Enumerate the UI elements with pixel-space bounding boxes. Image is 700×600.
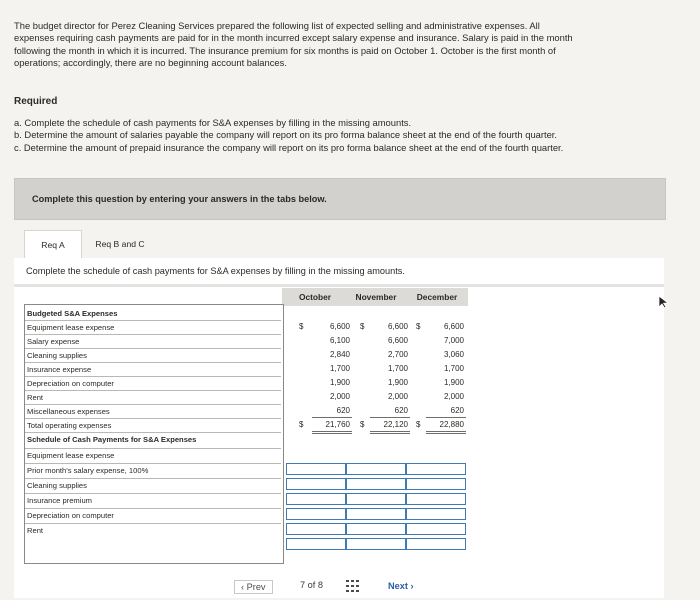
value-cell: 1,900	[387, 378, 408, 387]
input-nov-cleaning-supplies[interactable]	[346, 493, 406, 505]
column-header-october: October	[292, 288, 338, 306]
subtotal-underline	[312, 417, 352, 418]
input-nov-depreciation[interactable]	[346, 523, 406, 535]
page-indicator: 7 of 8	[300, 580, 323, 590]
value-cell: 2,840	[329, 350, 350, 359]
input-dec-cleaning-supplies[interactable]	[406, 493, 466, 505]
value-cell: 3,060	[443, 350, 464, 359]
chevron-left-icon: ‹	[241, 582, 247, 592]
input-nov-prior-salary[interactable]	[346, 478, 406, 490]
intro-line: following the month in which it is incurred. The insurance premium for six months is paid on October 1. October is the first month of	[14, 44, 556, 56]
banner-text: Complete this question by entering your answers in the tabs below.	[32, 194, 327, 204]
row-label: Miscellaneous expenses	[27, 407, 110, 416]
row-label: Depreciation on computer	[27, 511, 114, 520]
intro-line: operations; accordingly, there are no beginning account balances.	[14, 57, 287, 69]
dollar-sign: $	[416, 322, 421, 331]
row-divider	[25, 362, 281, 363]
input-dec-equipment-lease[interactable]	[406, 463, 466, 475]
row-label: Equipment lease expense	[27, 451, 115, 460]
value-cell: 6,600	[387, 336, 408, 345]
dollar-sign: $	[299, 420, 304, 429]
value-cell: 2,000	[443, 392, 464, 401]
dollar-sign: $	[360, 420, 365, 429]
required-heading: Required	[14, 96, 58, 107]
intro-line: expenses requiring cash payments are paid for in the month incurred except salary expense and insurance. Salary is paid in the month	[14, 32, 573, 44]
value-cell: 6,600	[329, 322, 350, 331]
value-cell: 1,700	[387, 364, 408, 373]
total-cell: 22,120	[383, 420, 408, 429]
required-item-c: c. Determine the amount of prepaid insurance the company will report on its pro forma balance sheet at the end of the fourth quarter.	[14, 141, 564, 153]
prev-label: Prev	[246, 582, 266, 592]
value-cell: 6,100	[329, 336, 350, 345]
divider	[14, 284, 664, 287]
input-nov-rent[interactable]	[346, 538, 406, 550]
input-dec-insurance-premium[interactable]	[406, 508, 466, 520]
grid-icon[interactable]	[346, 580, 360, 592]
total-underline	[370, 431, 410, 432]
row-label: Salary expense	[27, 337, 80, 346]
next-button[interactable]	[382, 580, 420, 592]
total-underline	[312, 433, 352, 434]
row-divider	[25, 493, 281, 494]
input-oct-depreciation[interactable]	[286, 523, 346, 535]
column-header-december: December	[409, 288, 465, 306]
row-divider	[25, 320, 281, 321]
input-dec-prior-salary[interactable]	[406, 478, 466, 490]
row-divider	[25, 418, 281, 419]
value-cell: 1,700	[443, 364, 464, 373]
value-cell: 1,900	[329, 378, 350, 387]
subtotal-underline	[370, 417, 410, 418]
value-cell: 6,600	[443, 322, 464, 331]
required-item-b: b. Determine the amount of salaries payable the company will report on its pro forma balance sheet at the end of the fourth quarter.	[14, 129, 558, 141]
row-divider	[25, 390, 281, 391]
total-cell: 22,880	[439, 420, 464, 429]
input-oct-insurance-premium[interactable]	[286, 508, 346, 520]
column-header-november: November	[348, 288, 404, 306]
input-nov-equipment-lease[interactable]	[346, 463, 406, 475]
total-cell: 21,760	[325, 420, 350, 429]
question-panel	[14, 258, 664, 598]
total-label: Total operating expenses	[27, 421, 112, 430]
row-label: Equipment lease expense	[27, 323, 115, 332]
instruction-text: Complete the schedule of cash payments for S&A expenses by filling in the missing amounts.	[26, 266, 405, 276]
value-cell: 2,000	[387, 392, 408, 401]
cash-heading: Schedule of Cash Payments for S&A Expenses	[27, 435, 197, 444]
problem-intro	[14, 20, 682, 70]
row-label: Insurance expense	[27, 365, 92, 374]
row-label: Rent	[27, 393, 44, 402]
dollar-sign: $	[416, 420, 421, 429]
row-divider	[25, 432, 281, 433]
input-oct-equipment-lease[interactable]	[286, 463, 346, 475]
dollar-sign: $	[299, 322, 304, 331]
tab-req-b-and-c[interactable]: Req B and C	[95, 239, 145, 249]
row-divider	[25, 348, 281, 349]
row-divider	[25, 478, 281, 479]
row-label: Prior month's salary expense, 100%	[27, 466, 149, 475]
row-divider	[25, 376, 281, 377]
mouse-cursor-icon	[658, 295, 670, 309]
total-underline	[312, 431, 352, 432]
row-label: Depreciation on computer	[27, 379, 114, 388]
intro-line: The budget director for Perez Cleaning Services prepared the following list of expected selling and administrative expenses. All	[14, 20, 540, 31]
input-oct-cleaning-supplies[interactable]	[286, 493, 346, 505]
cash-payment-schedule	[24, 288, 468, 535]
row-label: Rent	[27, 526, 44, 535]
value-cell: 2,700	[387, 350, 408, 359]
input-oct-rent[interactable]	[286, 538, 346, 550]
next-label: Next	[388, 581, 408, 591]
value-cell: 620	[394, 406, 408, 415]
value-cell: 2,000	[329, 392, 350, 401]
row-divider	[25, 448, 281, 449]
input-dec-depreciation[interactable]	[406, 523, 466, 535]
row-divider	[25, 508, 281, 509]
total-underline	[370, 433, 410, 434]
label-column	[24, 304, 284, 564]
required-item-a: a. Complete the schedule of cash payments for S&A expenses by filling in the missing amounts.	[14, 117, 412, 128]
answer-banner	[14, 178, 666, 220]
row-divider	[25, 463, 281, 464]
total-underline	[426, 431, 466, 432]
total-underline	[426, 433, 466, 434]
input-dec-rent[interactable]	[406, 538, 466, 550]
row-divider	[25, 334, 281, 335]
row-label: Cleaning supplies	[27, 351, 87, 360]
value-cell: 1,900	[443, 378, 464, 387]
required-list	[14, 117, 684, 154]
value-cell: 7,000	[443, 336, 464, 345]
row-label: Cleaning supplies	[27, 481, 87, 490]
input-nov-insurance-premium[interactable]	[346, 508, 406, 520]
dollar-sign: $	[360, 322, 365, 331]
value-cell: 1,700	[329, 364, 350, 373]
prev-button[interactable]	[234, 580, 273, 594]
value-cell: 620	[450, 406, 464, 415]
value-cell: 6,600	[387, 322, 408, 331]
tab-req-a[interactable]: Req A	[24, 230, 82, 259]
row-label: Insurance premium	[27, 496, 92, 505]
row-divider	[25, 523, 281, 524]
subtotal-underline	[426, 417, 466, 418]
value-cell: 620	[336, 406, 350, 415]
chevron-right-icon: ›	[407, 581, 414, 591]
row-divider	[25, 404, 281, 405]
input-oct-prior-salary[interactable]	[286, 478, 346, 490]
budget-heading: Budgeted S&A Expenses	[27, 309, 118, 318]
